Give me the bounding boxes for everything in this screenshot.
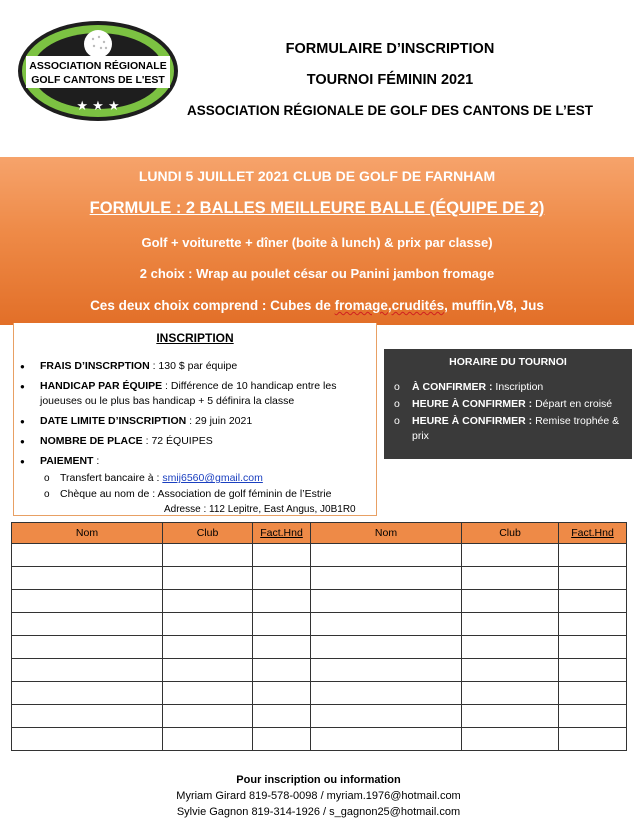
- table-row: [12, 705, 627, 728]
- tournament-title: TOURNOI FÉMININ 2021: [306, 72, 474, 88]
- logo-stars: ★ ★ ★: [76, 99, 120, 114]
- places-label: NOMBRE DE PLACE: [40, 435, 143, 447]
- table-cell[interactable]: [12, 590, 163, 613]
- list-item-frais: [14, 359, 376, 374]
- header-club: Club: [462, 523, 559, 544]
- table-cell[interactable]: [12, 659, 163, 682]
- table-cell[interactable]: [12, 682, 163, 705]
- list-item-places: [14, 434, 376, 449]
- table-cell[interactable]: [559, 544, 627, 567]
- table-cell[interactable]: [163, 728, 253, 751]
- registration-table-body: [12, 544, 627, 751]
- header-fact-hnd: Fact.Hnd: [253, 523, 311, 544]
- event-formule: FORMULE : 2 BALLES MEILLEURE BALLE (ÉQUIPE DE 2): [89, 199, 545, 217]
- handicap-value: : Différence de 10 handicap entre les joueuses ou le plus bas handicap + 5 définira la classe: [40, 380, 337, 407]
- frais-value: : 130 $ par équipe: [149, 360, 238, 372]
- event-meal-choice: 2 choix : Wrap au poulet césar ou Panini jambon fromage: [139, 266, 495, 281]
- table-cell[interactable]: [462, 636, 559, 659]
- table-cell[interactable]: [311, 544, 462, 567]
- table-cell[interactable]: [253, 544, 311, 567]
- logo-line1: ASSOCIATION RÉGIONALE: [29, 60, 167, 72]
- table-row: [12, 613, 627, 636]
- header-titles: [160, 40, 620, 133]
- table-cell[interactable]: [12, 728, 163, 751]
- golf-ball-icon: [84, 30, 112, 58]
- table-cell[interactable]: [253, 636, 311, 659]
- table-cell[interactable]: [559, 613, 627, 636]
- table-cell[interactable]: [163, 705, 253, 728]
- table-row: [12, 682, 627, 705]
- table-cell[interactable]: [559, 682, 627, 705]
- paiement-label: PAIEMENT: [40, 455, 94, 467]
- event-banner: [0, 157, 634, 325]
- meal-contents-suffix: , muffin,V8, Jus: [444, 298, 544, 313]
- table-cell[interactable]: [559, 567, 627, 590]
- event-includes: Golf + voiturette + dîner (boite à lunch) & prix par classe): [141, 235, 493, 250]
- schedule-item-label: HEURE À CONFIRMER :: [412, 398, 533, 410]
- schedule-item-value: Remise trophée & prix: [412, 415, 620, 442]
- table-row: [12, 544, 627, 567]
- list-item-cheque: [14, 487, 376, 502]
- list-item-handicap: [14, 379, 376, 409]
- table-cell[interactable]: [462, 705, 559, 728]
- table-cell[interactable]: [462, 659, 559, 682]
- list-item-transfert: [14, 471, 376, 486]
- form-title: FORMULAIRE D’INSCRIPTION: [285, 41, 495, 57]
- association-logo: [14, 18, 182, 124]
- inscription-title: INSCRIPTION: [156, 331, 234, 345]
- handicap-label: HANDICAP PAR ÉQUIPE: [40, 380, 163, 392]
- table-row: [12, 728, 627, 751]
- meal-contents-prefix: Ces deux choix comprend : Cubes de: [90, 298, 335, 313]
- inscription-list: [14, 359, 376, 502]
- list-item-date-limite: [14, 414, 376, 429]
- transfert-label: Transfert bancaire à :: [60, 472, 163, 484]
- table-cell[interactable]: [311, 613, 462, 636]
- table-row: [12, 567, 627, 590]
- table-cell[interactable]: [559, 728, 627, 751]
- table-cell[interactable]: [253, 590, 311, 613]
- header-nom: Nom: [311, 523, 462, 544]
- footer-contact-2: Sylvie Gagnon 819-314-1926 / s_gagnon25@hotmail.com: [176, 806, 461, 818]
- schedule-item-label: HEURE À CONFIRMER :: [412, 415, 533, 427]
- footer-contact-1: Myriam Girard 819-578-0098 / myriam.1976@hotmail.com: [176, 790, 461, 802]
- footer-title: Pour inscription ou information: [236, 774, 401, 786]
- table-cell[interactable]: [311, 659, 462, 682]
- footer-contact: [0, 772, 637, 820]
- table-cell[interactable]: [559, 636, 627, 659]
- table-cell[interactable]: [253, 728, 311, 751]
- schedule-box: [384, 349, 632, 459]
- table-cell[interactable]: [311, 567, 462, 590]
- logo-line2: GOLF CANTONS DE L'EST: [31, 74, 165, 86]
- table-cell[interactable]: [559, 659, 627, 682]
- table-cell[interactable]: [12, 636, 163, 659]
- table-cell[interactable]: [163, 682, 253, 705]
- table-cell[interactable]: [163, 659, 253, 682]
- paiement-value: :: [93, 455, 100, 467]
- table-header-row: [12, 523, 627, 544]
- address-text: Adresse : 112 Lepitre, East Angus, J0B1R0: [164, 504, 356, 515]
- date-label: DATE LIMITE D’INSCRIPTION: [40, 415, 187, 427]
- table-row: [12, 659, 627, 682]
- frais-label: FRAIS D’INSCRPTION: [40, 360, 150, 372]
- transfert-email-link[interactable]: smij6560@gmail.com: [162, 472, 263, 484]
- table-cell[interactable]: [163, 567, 253, 590]
- list-item-paiement: [14, 454, 376, 469]
- table-cell[interactable]: [253, 659, 311, 682]
- schedule-item-value: Inscription: [492, 381, 544, 393]
- table-cell[interactable]: [12, 544, 163, 567]
- header-fact-hnd: Fact.Hnd: [559, 523, 627, 544]
- event-date-club: LUNDI 5 JUILLET 2021 CLUB DE GOLF DE FARNHAM: [138, 168, 496, 184]
- table-cell[interactable]: [253, 682, 311, 705]
- table-cell[interactable]: [163, 590, 253, 613]
- table-cell[interactable]: [559, 590, 627, 613]
- date-value: : 29 juin 2021: [186, 415, 253, 427]
- table-cell[interactable]: [163, 544, 253, 567]
- table-cell[interactable]: [311, 590, 462, 613]
- table-cell[interactable]: [253, 705, 311, 728]
- inscription-box: [13, 323, 377, 516]
- table-cell[interactable]: [462, 613, 559, 636]
- places-value: : 72 ÉQUIPES: [142, 435, 213, 447]
- registration-table: [11, 522, 627, 751]
- table-cell[interactable]: [12, 613, 163, 636]
- table-cell[interactable]: [12, 705, 163, 728]
- table-cell[interactable]: [311, 636, 462, 659]
- schedule-list: [384, 380, 632, 444]
- table-cell[interactable]: [253, 567, 311, 590]
- table-cell[interactable]: [559, 705, 627, 728]
- table-row: [12, 590, 627, 613]
- table-cell[interactable]: [311, 682, 462, 705]
- logo-graphic: [14, 18, 182, 124]
- table-cell[interactable]: [462, 590, 559, 613]
- meal-contents-squiggle: fromage,crudités: [334, 298, 445, 313]
- table-cell[interactable]: [462, 567, 559, 590]
- header-nom: Nom: [12, 523, 163, 544]
- table-cell[interactable]: [253, 613, 311, 636]
- schedule-item: [384, 397, 632, 412]
- table-cell[interactable]: [163, 636, 253, 659]
- table-cell[interactable]: [462, 544, 559, 567]
- schedule-title: HORAIRE DU TOURNOI: [449, 356, 567, 368]
- association-title: ASSOCIATION RÉGIONALE DE GOLF DES CANTONS DE L’EST: [186, 103, 594, 118]
- schedule-item-value: Départ en croisé: [532, 398, 613, 410]
- table-cell[interactable]: [462, 728, 559, 751]
- table-cell[interactable]: [12, 567, 163, 590]
- header-club: Club: [163, 523, 253, 544]
- table-row: [12, 636, 627, 659]
- cheque-text: Chèque au nom de : Association de golf féminin de l’Estrie: [60, 488, 332, 500]
- table-cell[interactable]: [311, 705, 462, 728]
- schedule-item-label: À CONFIRMER :: [412, 381, 493, 393]
- event-meal-contents: [0, 298, 634, 313]
- schedule-item: [384, 414, 632, 444]
- table-cell[interactable]: [462, 682, 559, 705]
- schedule-item: [384, 380, 632, 395]
- table-cell[interactable]: [163, 613, 253, 636]
- table-cell[interactable]: [311, 728, 462, 751]
